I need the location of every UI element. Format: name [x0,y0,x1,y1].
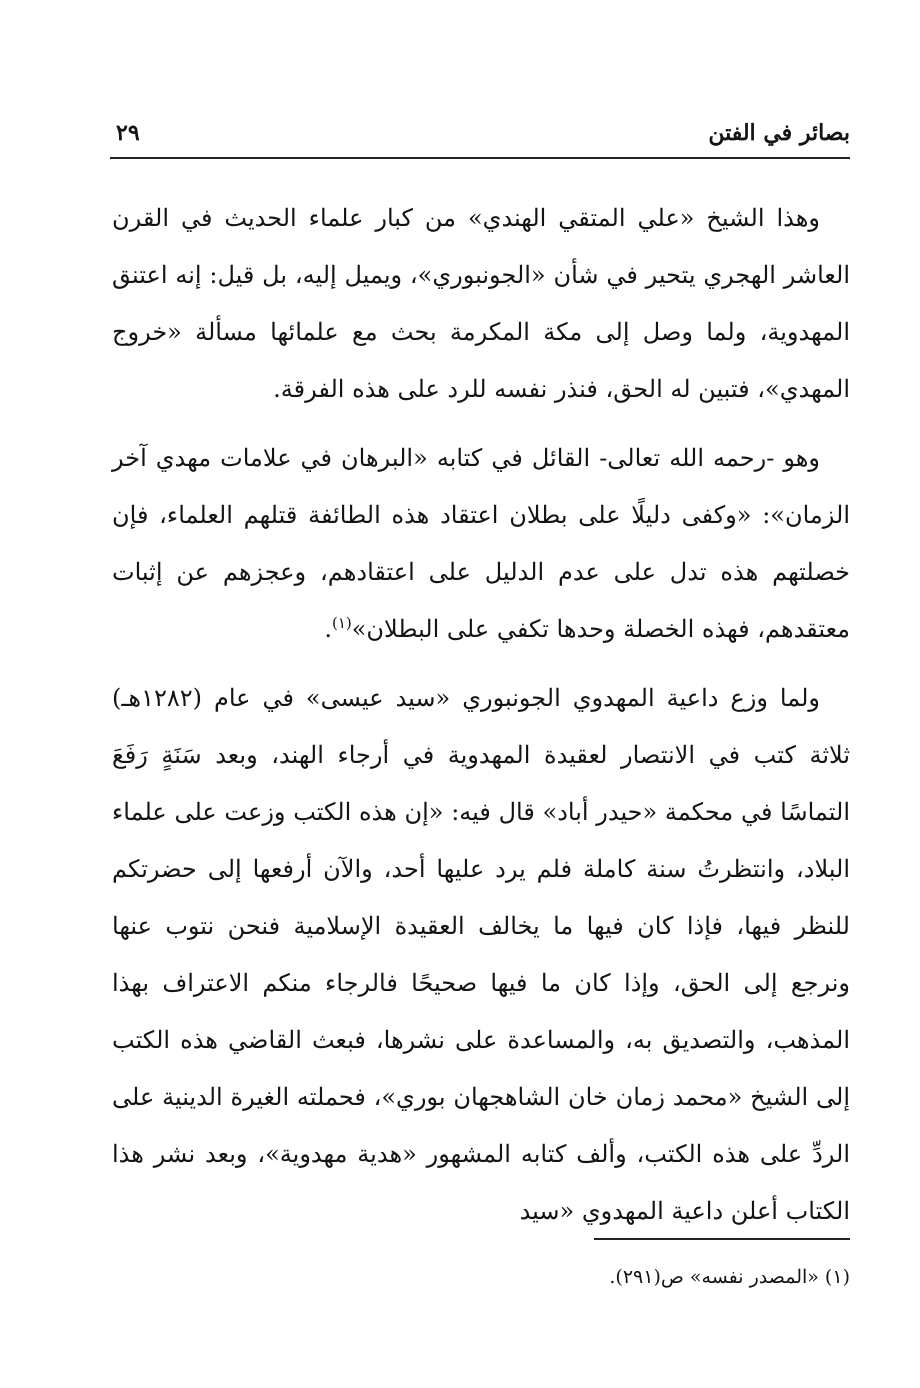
header-divider [110,157,850,159]
footnote-divider [594,1238,850,1240]
footnote: (١) «المصدر نفسه» ص(٢٩١). [609,1266,850,1288]
paragraph-3: ولما وزع داعية المهدوي الجونبوري «سيد عيسى» في عام (١٢٨٢هـ) ثلاثة كتب في الانتصار لعقيدة المهدوية في أرجاء الهند، وبعد سَنَةٍ رَفَعَ التماسًا في محكمة «حيدر أباد» قال فيه: «إن هذه الكتب وزعت على علماء البلاد، وانتظرتُ سنة كاملة فلم يرد عليها أحد، والآن أرفعها إلى حضرتكم للنظر فيها، فإذا كان فيها ما يخالف العقيدة الإسلامية فنحن نتوب عنها ونرجع إلى الحق، وإذا كان ما فيها صحيحًا فالرجاء منكم الاعتراف بهذا المذهب، والتصديق به، والمساعدة على نشرها، فبعث القاضي هذه الكتب إلى الشيخ «محمد زمان خان الشاهجهان بوري»، فحملته الغيرة الدينية على الردِّ على هذه الكتب، وألف كتابه المشهور «هدية مهدوية»، وبعد نشر هذا الكتاب أعلن داعية المهدوي «سيد [112,684,850,1225]
header-title: بصائر في الفتن [708,120,850,146]
paragraph-2-text: وهو -رحمه الله تعالى- القائل في كتابه «البرهان في علامات مهدي آخر الزمان»: «وكفى دليلًا على بطلان اعتقاد هذه الطائفة قتلهم العلماء، فإن خصلتهم هذه تدل على عدم الدليل على اعتقادهم، وعجزهم عن إثبات معتقدهم، فهذه الخصلة وحدها تكفي على البطلان» [112,444,850,643]
footnote-reference[interactable]: (١) [331,614,352,632]
paragraph-2-period: . [324,615,332,643]
body-text [112,190,850,1240]
paragraph-1: وهذا الشيخ «علي المتقي الهندي» من كبار علماء الحديث في القرن العاشر الهجري يتحير في شأن «الجونبوري»، ويميل إليه، بل قيل: إنه اعتنق المهدوية، ولما وصل إلى مكة المكرمة بحث مع علمائها مسألة «خروج المهدي»، فتبين له الحق، فنذر نفسه للرد على هذه الفرقة. [112,204,850,403]
page-number: ٢٩ [116,120,140,146]
paragraph-2 [112,430,850,658]
running-header [110,118,850,152]
